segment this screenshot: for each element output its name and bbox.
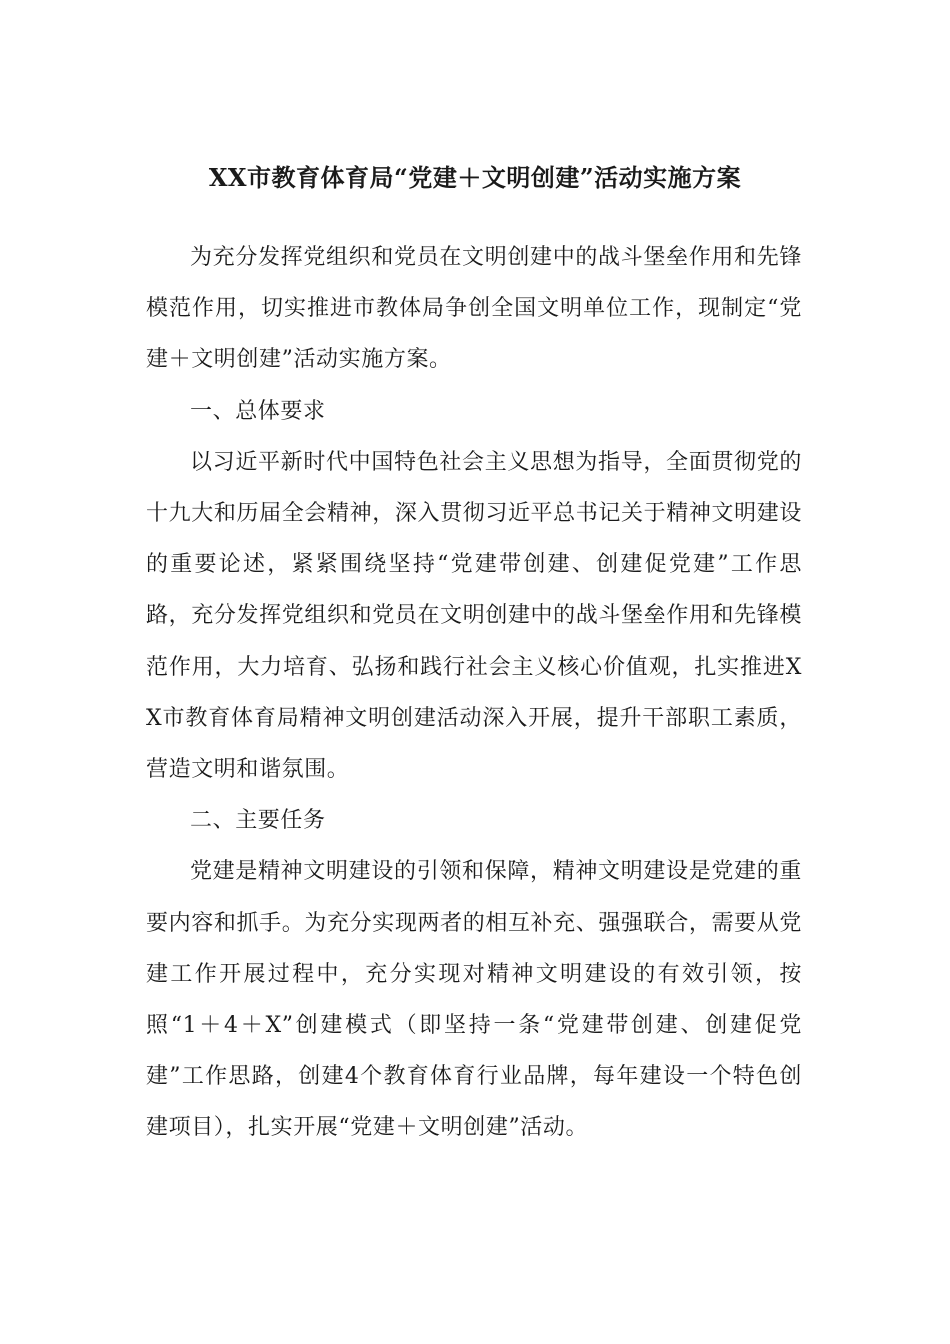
section-1-heading: 一、总体要求 xyxy=(190,398,326,424)
section-1-paragraph: 以习近平新时代中国特色社会主义思想为指导，全面贯彻党的十九大和历届全会精神，深入贯彻习近平总书记关于精神文明建设的重要论述，紧紧围绕坚持“党建带创建、创建促党建”工作思路，充分发挥党组织和党员在文明创建中的战斗堡垒作用和先锋模范作用，大力培育、弘扬和践行社会主义核心价值观，扎实推进XX市教育体育局精神文明创建活动深入开展，提升干部职工素质，营造文明和谐氛围。 xyxy=(146,449,802,783)
section-2-paragraph: 党建是精神文明建设的引领和保障，精神文明建设是党建的重要内容和抓手。为充分实现两者的相互补充、强强联合，需要从党建工作开展过程中，充分实现对精神文明建设的有效引领，按照“1＋4＋X”创建模式（即坚持一条“党建带创建、创建促党建”工作思路，创建4个教育体育行业品牌，每年建设一个特色创建项目），扎实开展“党建＋文明创建”活动。 xyxy=(146,859,802,1141)
section-2-heading: 二、主要任务 xyxy=(190,808,326,834)
document-title: XX市教育体育局“党建＋文明创建”活动实施方案 xyxy=(208,163,742,192)
intro-paragraph: 为充分发挥党组织和党员在文明创建中的战斗堡垒作用和先锋模范作用，切实推进市教体局争创全国文明单位工作，现制定“党建＋文明创建”活动实施方案。 xyxy=(146,245,802,373)
document-body xyxy=(146,232,802,1154)
